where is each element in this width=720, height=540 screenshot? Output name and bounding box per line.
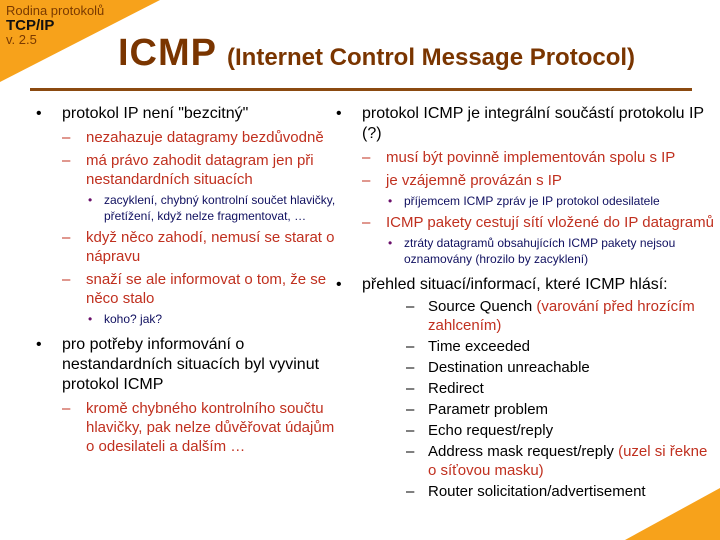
dash-icon: –: [62, 271, 71, 288]
sub-sub-bullet: [386, 235, 716, 267]
bullet-dot-icon: •: [36, 336, 42, 353]
situation-note: (varování před hrozícím zahlcením): [428, 298, 695, 334]
title-underline: [30, 88, 692, 91]
situation-item: [406, 358, 716, 377]
dash-icon: –: [362, 149, 371, 166]
slide-title: [118, 32, 635, 75]
situation-text: Parametr problem: [428, 401, 549, 418]
sub-bullet: [62, 270, 336, 327]
situation-item: [406, 421, 716, 440]
slide-title-subtitle: (Internet Control Message Protocol): [227, 44, 636, 71]
bullet-text: přehled situací/informací, které ICMP hlásí:: [362, 276, 668, 293]
sub-sub-bullet: [86, 192, 336, 224]
situation-text: Source Quench: [428, 298, 533, 315]
sub-bullet-text: ICMP pakety cestují sítí vložené do IP datagramů: [386, 214, 714, 231]
sub-bullet-text: je vzájemně provázán s IP: [386, 172, 562, 189]
sub-bullet: [62, 228, 336, 266]
badge-series-label: Rodina protokolů: [6, 3, 105, 18]
situation-item: [406, 482, 716, 501]
dash-icon: –: [62, 152, 71, 169]
series-badge: [6, 4, 104, 47]
bullet-dot-icon: •: [336, 276, 342, 293]
dash-icon: –: [406, 483, 415, 500]
situation-text: Time exceeded: [428, 338, 530, 355]
situation-text: Router solicitation/advertisement: [428, 483, 646, 500]
situation-text: Redirect: [428, 380, 484, 397]
bullet-icmp-integral: [336, 104, 716, 267]
sub-sub-bullet-text: příjemcem ICMP zpráv je IP protokol odesilatele: [404, 194, 660, 208]
bullet-dot-icon: •: [36, 105, 42, 122]
situation-item: [406, 337, 716, 356]
situation-note: (uzel si řekne o síťovou masku): [428, 443, 708, 479]
sub-bullet: [62, 128, 336, 147]
bullet-text: protokol ICMP je integrální součástí protokolu IP (?): [362, 105, 704, 142]
situation-text: Address mask request/reply: [428, 443, 614, 460]
dash-icon: –: [406, 422, 415, 439]
sub-sub-bullet-text: ztráty datagramů obsahujících ICMP pakety nejsou oznamovány (hrozilo by zacyklení): [404, 236, 676, 266]
small-dot-icon: •: [388, 194, 393, 208]
sub-bullet: [62, 151, 336, 224]
dash-icon: –: [406, 298, 415, 315]
sub-bullet: [362, 213, 716, 267]
sub-bullet-text: musí být povinně implementován spolu s IP: [386, 149, 676, 166]
badge-protocol-family: TCP/IP: [6, 16, 55, 34]
slide-title-main: ICMP: [118, 32, 217, 74]
dash-icon: –: [62, 129, 71, 146]
sub-sub-bullet-text: koho? jak?: [104, 312, 163, 326]
sub-bullet-text: má právo zahodit datagram jen při nestandardních situacích: [86, 152, 314, 188]
sub-bullet-text: když něco zahodí, nemusí se starat o nápravu: [86, 229, 335, 265]
bullet-text: protokol IP není "bezcitný": [62, 105, 249, 122]
bullet-ip-not-heartless: [36, 104, 336, 327]
dash-icon: –: [406, 380, 415, 397]
bullet-text: pro potřeby informování o nestandardních situacích byl vyvinut protokol ICMP: [62, 336, 320, 393]
sub-bullet: [62, 399, 336, 456]
dash-icon: –: [406, 359, 415, 376]
bullet-icmp-developed: [36, 335, 336, 456]
situation-text: Destination unreachable: [428, 359, 590, 376]
small-dot-icon: •: [88, 312, 93, 326]
situation-item: [406, 442, 716, 480]
dash-icon: –: [406, 401, 415, 418]
dash-icon: –: [406, 338, 415, 355]
situation-item: [406, 400, 716, 419]
dash-icon: –: [362, 172, 371, 189]
sub-bullet-text: kromě chybného kontrolního součtu hlavičky, pak nelze důvěřovat údajům o odesilateli a dalším …: [86, 400, 335, 455]
sub-bullet: [362, 171, 716, 209]
sub-bullet-text: nezahazuje datagramy bezdůvodně: [86, 129, 324, 146]
small-dot-icon: •: [388, 236, 393, 250]
situation-text: Echo request/reply: [428, 422, 554, 439]
dash-icon: –: [406, 443, 415, 460]
dash-icon: –: [362, 214, 371, 231]
dash-icon: –: [62, 229, 71, 246]
sub-bullet-text: snaží se ale informovat o tom, že se něco stalo: [86, 271, 327, 307]
sub-sub-bullet: [386, 193, 716, 209]
bullet-icmp-situations: [336, 275, 716, 501]
badge-version: v. 2.5: [6, 32, 37, 48]
small-dot-icon: •: [88, 193, 93, 207]
situation-item: [406, 297, 716, 335]
left-column: [36, 104, 336, 464]
bullet-dot-icon: •: [336, 105, 342, 122]
sub-sub-bullet-text: zacyklení, chybný kontrolní součet hlavičky, přetížení, když nelze fragmentovat, …: [104, 193, 336, 223]
dash-icon: –: [62, 400, 71, 417]
sub-sub-bullet: [86, 311, 336, 327]
right-column: [336, 104, 716, 503]
sub-bullet: [362, 148, 716, 167]
situation-item: [406, 379, 716, 398]
